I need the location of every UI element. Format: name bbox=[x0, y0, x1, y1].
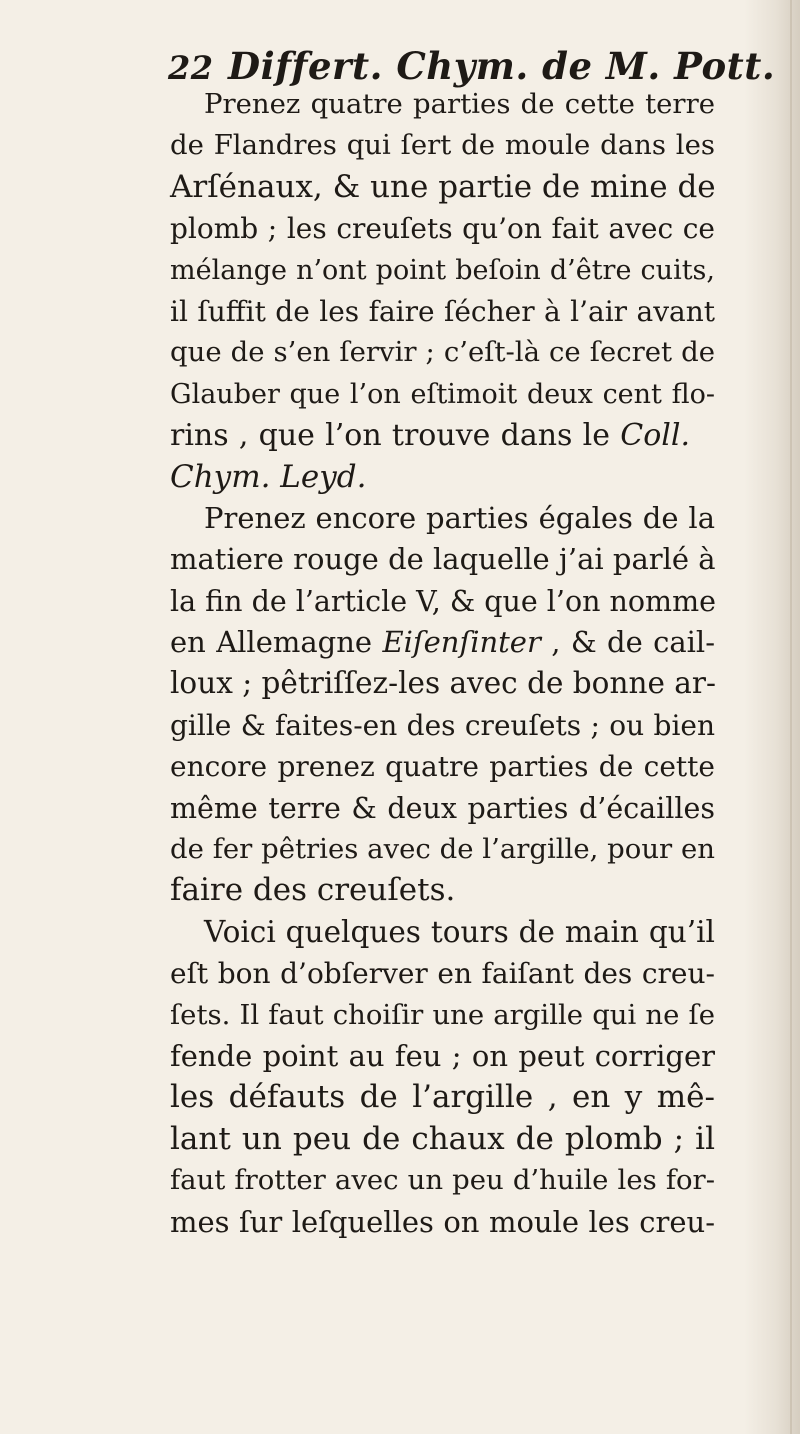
body-text bbox=[170, 84, 715, 1243]
running-title: Differt. Chym. de M. Pott. bbox=[228, 44, 776, 88]
page-number: 22 bbox=[168, 49, 214, 87]
text-line: Voici quelques tours de main qu’il bbox=[204, 914, 715, 949]
text-line: matiere rouge de laquelle j’ai parlé à bbox=[170, 542, 716, 577]
text-line: mes ſur leſquelles on moule les creu- bbox=[170, 1204, 715, 1239]
text-line: les défauts de l’argille , en y mê- bbox=[170, 1079, 715, 1116]
text-line: il ſuffit de les faire ſécher à l’air avant bbox=[170, 294, 715, 328]
text-line: ſets. Il faut choiſir une argille qui ne ſe bbox=[170, 998, 715, 1031]
text-line: même terre & deux parties d’écailles bbox=[170, 791, 715, 825]
text-line: de fer pêtries avec de l’argille, pour en bbox=[170, 833, 715, 866]
text-line: Prenez quatre parties de cette terre bbox=[204, 88, 715, 120]
page-edge-shadow bbox=[790, 0, 792, 1434]
text-line: rins , que l’on trouve dans le Coll. bbox=[170, 418, 690, 454]
text-line: de Flandres qui ſert de moule dans les bbox=[170, 129, 715, 162]
text-line: faire des creuſets. bbox=[170, 872, 456, 909]
text-line: en Allemagne Eiſenſinter , & de cail- bbox=[170, 625, 716, 660]
text-line: lant un peu de chaux de plomb ; il bbox=[170, 1120, 715, 1157]
text-line: Prenez encore parties égales de la bbox=[204, 500, 715, 535]
text-line: loux ; pêtriſſez-les avec de bonne ar- bbox=[170, 666, 716, 701]
text-line: eſt bon d’obſerver en faiſant des creu- bbox=[170, 957, 715, 991]
text-line: Chym. Leyd. bbox=[170, 458, 367, 495]
text-line: que de s’en ſervir ; c’eſt-là ce ſecret de bbox=[170, 336, 715, 369]
text-line: encore prenez quatre parties de cette bbox=[170, 750, 715, 784]
text-line: gille & faites-en des creuſets ; ou bien bbox=[170, 708, 715, 742]
text-line: plomb ; les creuſets qu’on fait avec ce bbox=[170, 212, 715, 246]
text-line: faut frotter avec un peu d’huile les for- bbox=[170, 1164, 715, 1197]
text-line: fende point au feu ; on peut corriger bbox=[170, 1038, 715, 1073]
text-line: la fin de l’article V, & que l’on nomme bbox=[170, 584, 716, 618]
text-line: Glauber que l’on eſtimoit deux cent flo- bbox=[170, 378, 715, 410]
text-line: mélange n’ont point beſoin d’être cuits, bbox=[170, 254, 715, 286]
running-header bbox=[168, 44, 775, 88]
text-line: Arſénaux, & une partie de mine de bbox=[170, 168, 716, 205]
